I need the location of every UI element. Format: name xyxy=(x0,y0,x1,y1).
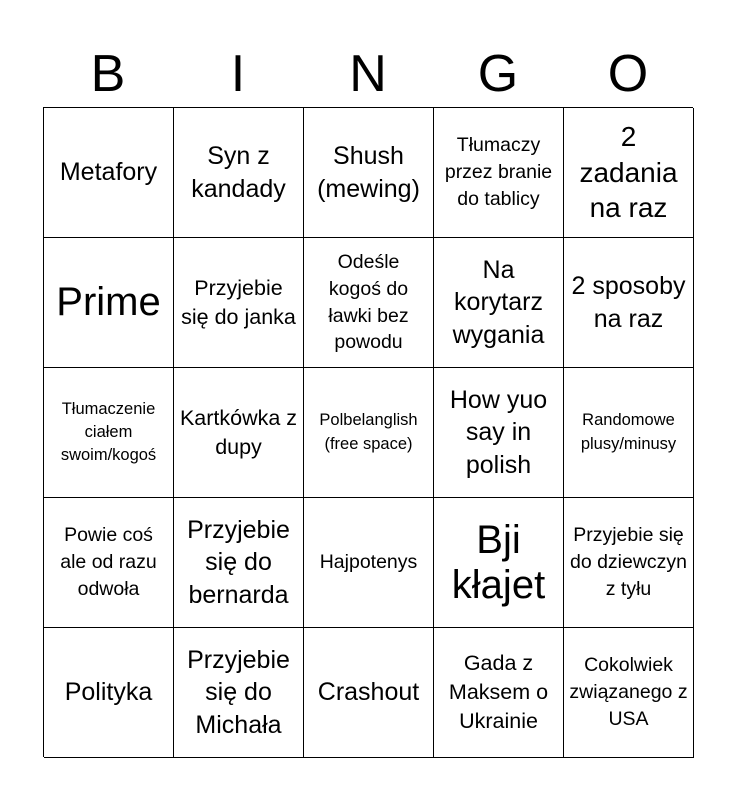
bingo-cell-text: Tłumaczenie ciałem swoim/kogoś xyxy=(60,399,157,465)
bingo-cell-text: Przyjebie się do dziewczyn z tyłu xyxy=(569,524,688,600)
header-letter-o: O xyxy=(607,45,649,103)
bingo-cell-text: Polityka xyxy=(64,678,153,707)
bingo-cell-r1-c1[interactable] xyxy=(44,108,174,238)
bingo-cell-r2-c4[interactable] xyxy=(434,238,564,368)
bingo-cell-r3-c1[interactable] xyxy=(44,368,174,498)
bingo-cell-r5-c1[interactable] xyxy=(44,628,174,758)
bingo-cell-text: 2 zadania na raz xyxy=(579,120,678,224)
bingo-cell-text: Crashout xyxy=(317,678,420,707)
bingo-header xyxy=(43,40,693,108)
bingo-cell-text: Metafory xyxy=(59,158,158,187)
bingo-cell-text: Hajpotenys xyxy=(319,551,418,574)
bingo-cell-text: Przyjebie się do janka xyxy=(181,275,296,329)
bingo-grid xyxy=(43,107,693,757)
bingo-cell-r4-c2[interactable] xyxy=(174,498,304,628)
header-letter-b: B xyxy=(90,45,126,103)
bingo-cell-r5-c2[interactable] xyxy=(174,628,304,758)
bingo-cell-r2-c5[interactable] xyxy=(564,238,694,368)
bingo-cell-r5-c4[interactable] xyxy=(434,628,564,758)
bingo-cell-text: Shush (mewing) xyxy=(317,142,420,203)
bingo-cell-r4-c1[interactable] xyxy=(44,498,174,628)
bingo-cell-text: Prime xyxy=(56,280,161,325)
bingo-cell-text: Powie coś ale od razu odwoła xyxy=(60,524,157,600)
bingo-cell-r1-c5[interactable] xyxy=(564,108,694,238)
bingo-cell-text: Tłumaczy przez branie do tablicy xyxy=(444,134,553,210)
bingo-cell-text: Randomowe plusy/minusy xyxy=(580,411,677,453)
bingo-cell-text: Na korytarz wygania xyxy=(452,255,545,349)
bingo-cell-text: Kartkówka z dupy xyxy=(179,405,298,459)
bingo-cell-r3-c3[interactable] xyxy=(304,368,434,498)
bingo-cell-r1-c4[interactable] xyxy=(434,108,564,238)
header-letter-n: N xyxy=(349,45,387,103)
bingo-cell-text: Polbelanglish (free space) xyxy=(319,411,418,453)
bingo-cell-r1-c3[interactable] xyxy=(304,108,434,238)
bingo-cell-r4-c5[interactable] xyxy=(564,498,694,628)
bingo-cell-r2-c3[interactable] xyxy=(304,238,434,368)
bingo-cell-text: Przyjebie się do Michała xyxy=(187,645,290,739)
header-letter-g: G xyxy=(477,45,519,103)
bingo-cell-r2-c2[interactable] xyxy=(174,238,304,368)
header-letter-i: I xyxy=(230,45,246,103)
bingo-cell-r3-c4[interactable] xyxy=(434,368,564,498)
bingo-cell-r3-c5[interactable] xyxy=(564,368,694,498)
bingo-cell-text: Cokolwiek związanego z USA xyxy=(569,654,688,730)
bingo-cell-r5-c3[interactable] xyxy=(304,628,434,758)
bingo-cell-text: 2 sposoby na raz xyxy=(571,272,686,333)
bingo-cell-r3-c2[interactable] xyxy=(174,368,304,498)
bingo-cell-r4-c4[interactable] xyxy=(434,498,564,628)
bingo-cell-r2-c1[interactable] xyxy=(44,238,174,368)
bingo-cell-text: Bji kłajet xyxy=(451,517,546,607)
bingo-cell-text: Odeśle kogoś do ławki bez powodu xyxy=(328,250,409,354)
bingo-cell-text: Przyjebie się do bernarda xyxy=(187,515,290,609)
bingo-cell-text: Syn z kandady xyxy=(191,142,286,203)
bingo-cell-r4-c3[interactable] xyxy=(304,498,434,628)
bingo-cell-r5-c5[interactable] xyxy=(564,628,694,758)
bingo-cell-text: How yuo say in polish xyxy=(449,385,548,479)
bingo-cell-text: Gada z Maksem o Ukrainie xyxy=(448,651,549,733)
bingo-cell-r1-c2[interactable] xyxy=(174,108,304,238)
